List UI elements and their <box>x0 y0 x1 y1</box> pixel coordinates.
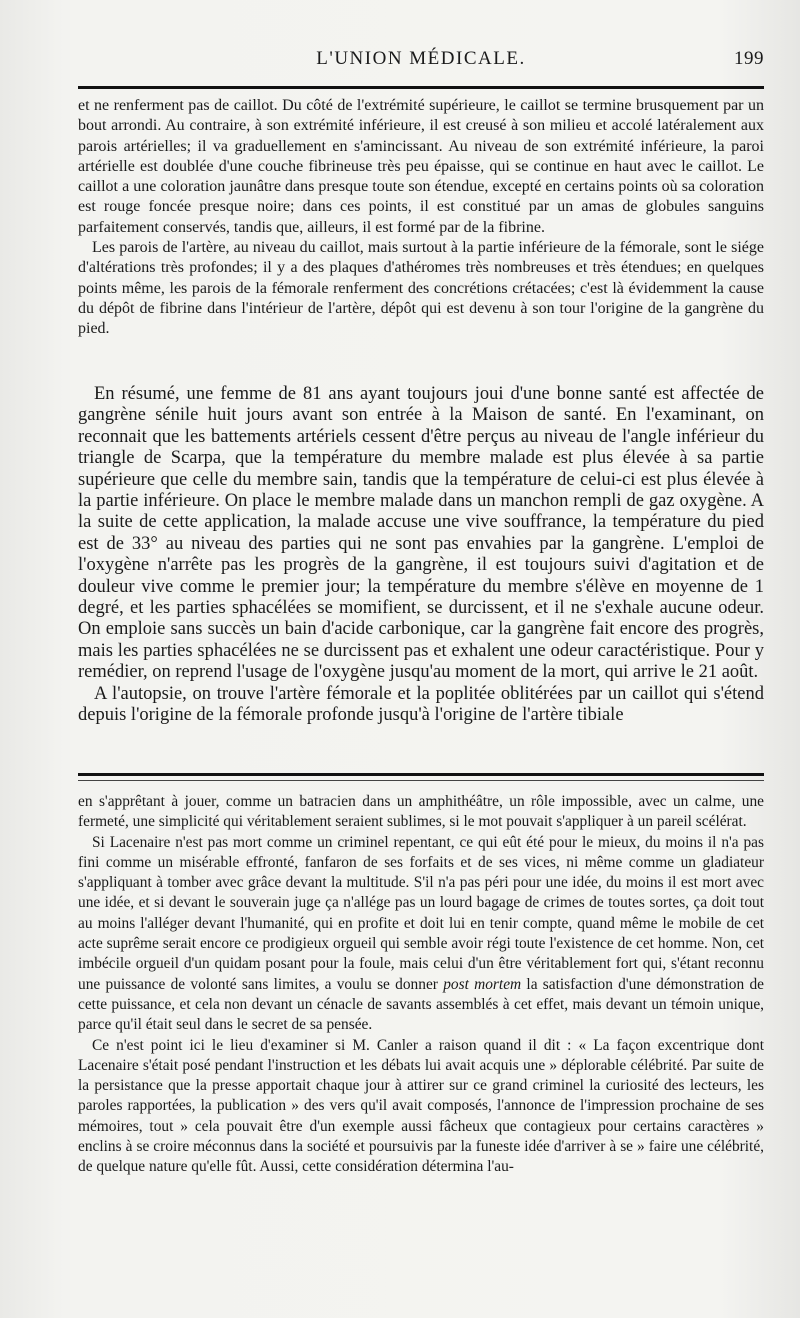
running-header <box>78 48 764 76</box>
case-report-paragraph: et ne renferment pas de caillot. Du côté de l'extrémité supérieure, le caillot se termine brusquement par un bout arrondi. Au contraire, à son extrémité inférieure, il est creusé à son milieu et accolé latéralement aux parois artérielles; il va graduellement en s'amincissant. Au niveau de son extrémité inférieure, la paroi artérielle est doublée d'une couche fibrineuse très peu épaisse, qui se continue en haut avec le caillot. Le caillot a une coloration jaunâtre dans presque toute son étendue, excepté en certains points où sa coloration est rouge foncée presque noire; dans ces points, il est constitué par un amas de globules sanguins parfaitement conservés, tandis que, ailleurs, il est formé par de la fibrine. <box>78 97 764 236</box>
header-rule <box>78 86 764 89</box>
feuilleton-section <box>78 792 764 1178</box>
feuilleton-paragraph <box>78 833 764 1036</box>
feuilleton-rule-thin <box>78 780 764 781</box>
italic-phrase: post mortem <box>443 975 522 993</box>
case-report-paragraph: Les parois de l'artère, au niveau du caillot, mais surtout à la partie inférieure de la fémorale, sont le siége d'altérations très profondes; il y a des plaques d'athéromes très nombreuses et très étendues; en quelques points même, les parois de la fémorale renferment des concrétions crétacées; c'est là évidemment la cause du dépôt de fibrine dans l'intérieur de l'artère, dépôt qui est devenu à son tour l'origine de la gangrène du pied. <box>78 239 764 338</box>
journal-title: L'UNION MÉDICALE. <box>316 48 526 69</box>
feuilleton-paragraph: en s'apprêtant à jouer, comme un batracien dans un amphithéâtre, un rôle impossible, avec un calme, une fermeté, une simplicité qui véritablement seraient sublimes, si le mot pouvait s'appliquer à un pareil scélérat. <box>78 793 764 831</box>
feuilleton-text: la satisfaction d'une démonstration de cette puissance, et cela non devant un cénacle de savants assemblés à cet effet, mais devant un témoin unique, parce qu'il était seul dans le secret de sa pensée. <box>78 975 764 1034</box>
autopsy-paragraph: A l'autopsie, on trouve l'artère fémorale et la poplitée oblitérées par un caillot qui s'étend depuis l'origine de la fémorale profonde jusqu'à l'origine de l'artère tibiale <box>78 683 764 726</box>
case-report-section <box>78 96 764 340</box>
canler-quote-paragraph: Ce n'est point ici le lieu d'examiner si M. Canler a raison quand il dit : « La façon excentrique dont Lacenaire s'était posé pendant l'instruction et les débats lui avait acquis une » déplorable célébrité. Par suite de la persistance que la presse apportait chaque jour à attirer sur ce grand criminel la curiosité des lecteurs, les paroles rapportées, la publication » des vers qu'il avait composés, l'annonce de l'impression prochaine de ses mémoires, tout » cela pouvait être d'un exemple aussi fâcheux que contagieux pour certains caractères » enclins à se croire méconnus dans la société et poursuivis par la funeste idée d'arriver à se » faire une célébrité, de quelque nature qu'elle fût. Aussi, cette considération détermina l'au- <box>78 1036 764 1176</box>
summary-paragraph: En résumé, une femme de 81 ans ayant toujours joui d'une bonne santé est affectée de gangrène sénile huit jours avant son entrée à la Maison de santé. En l'examinant, on reconnait que les battements artériels cessent d'être perçus au niveau de l'angle inférieur du triangle de Scarpa, que la température du membre malade est plus élevée à sa partie supérieure que celle du membre sain, tandis que la température de celui-ci est plus élevée à la partie inférieure. On place le membre malade dans un manchon rempli de gaz oxygène. A la suite de cette application, la malade accuse une vive souffrance, la température du pied est de 33° au niveau des parties qui ne sont pas envahies par la gangrène. L'emploi de l'oxygène n'arrête pas les progrès de la gangrène, il est toujours suivi d'agitation et de douleur vive comme le premier jour; la température du membre s'élève en moyenne de 1 degré, et les parties sphacélées se momifient, se durcissent, et il ne s'exhale aucune odeur. On emploie sans succès un bain d'acide carbonique, car la gangrène fait encore des progrès, mais les parties sphacélées ne se durcissent pas et exhalent une odeur caractéristique. Pour y remédier, on reprend l'usage de l'oxygène jusqu'au moment de la mort, qui arrive le 21 août. <box>78 384 764 683</box>
feuilleton-text: Si Lacenaire n'est pas mort comme un criminel repentant, ce qui eût été pour le mieux, du moins il n'a pas fini comme un misérable effronté, fanfaron de ses forfaits et de ses vices, ni même comme un gladiateur s'appliquant à tomber avec grâce devant la multitude. S'il n'a pas péri pour une idée, du moins il est mort avec une idée, et si devant le souverain juge ça n'allége pas un lourd bagage de crimes de toutes sortes, ça doit tout au moins l'alléger devant l'humanité, qui en profite et doit lui en tenir compte, quand même le mobile de cet acte suprême serait encore ce prodigieux orgueil qui semble avoir régi toute l'existence de cet homme. Non, cet imbécile orgueil d'un quidam posant pour la foule, mais celui d'un être véritablement fort qui, s'étant reconnu une puissance de volonté sans limites, a voulu se donner <box>78 833 764 993</box>
summary-section <box>78 384 764 727</box>
page-number: 199 <box>734 48 764 69</box>
feuilleton-rule <box>78 773 764 776</box>
